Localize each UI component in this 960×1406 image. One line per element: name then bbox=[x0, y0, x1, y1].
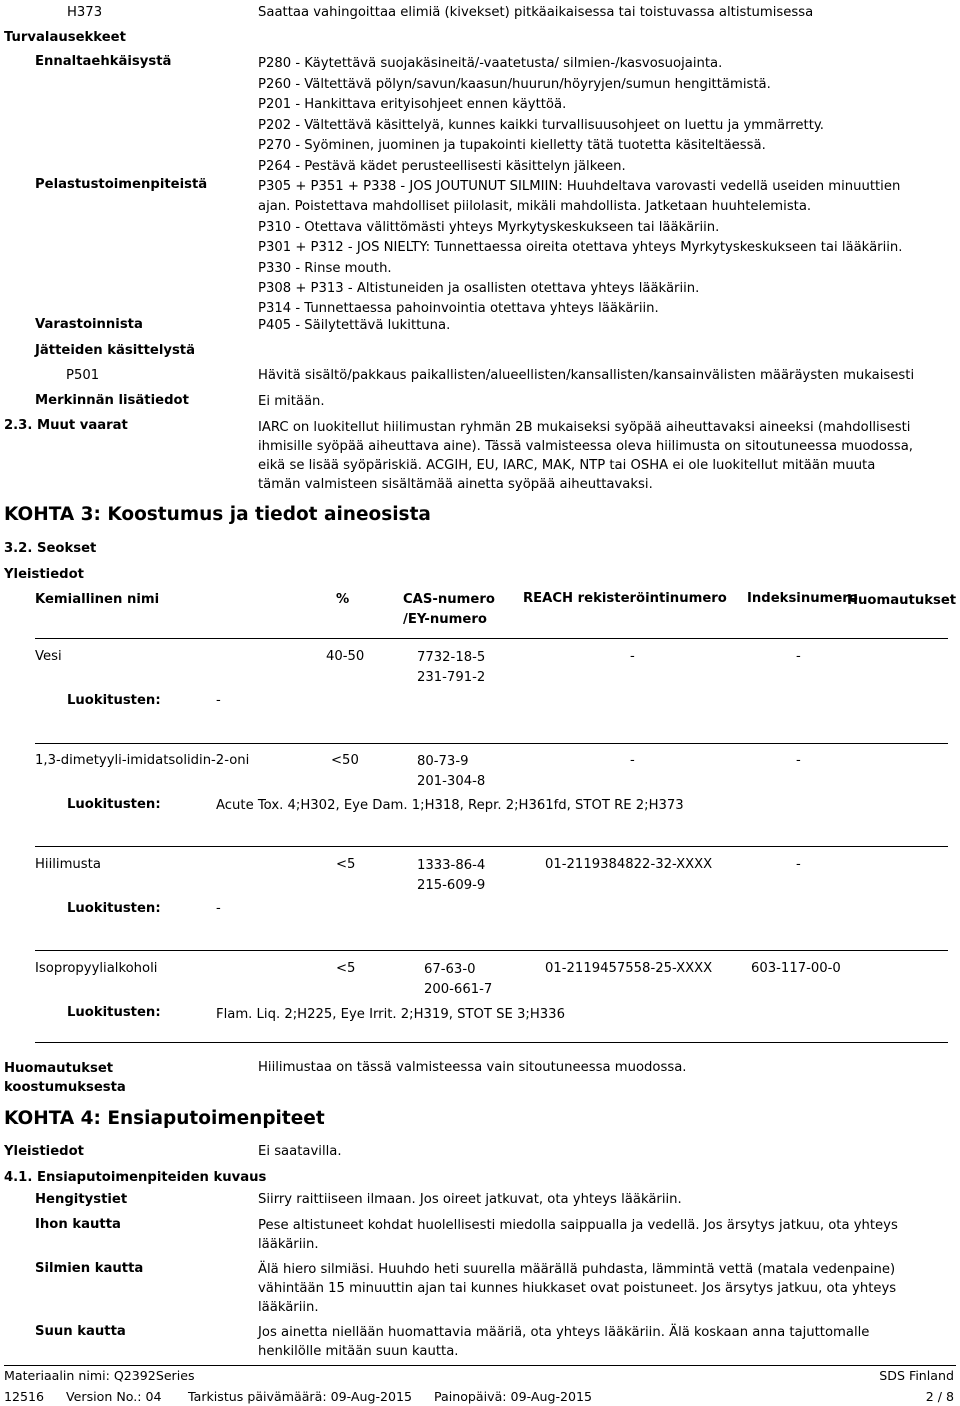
classification-label: Luokitusten: bbox=[67, 1005, 161, 1020]
h373-code: H373 bbox=[67, 5, 103, 20]
row-divider bbox=[35, 846, 948, 847]
paragraph-line: vähintään 15 minuuttin ajan tai kunnes hiukkaset ovat poistuneet. Jos ärsytys jatkuu, ota yhteys bbox=[258, 1281, 897, 1296]
section3-title: KOHTA 3: Koostumus ja tiedot aineosista bbox=[4, 504, 431, 525]
column-header-cas bbox=[403, 590, 495, 630]
statement-line: P280 - Käytettävä suojakäsineitä/-vaatetusta/ silmien-/kasvosuojainta. bbox=[258, 56, 723, 71]
column-header-name: Kemiallinen nimi bbox=[35, 592, 160, 607]
paragraph-line: lääkäriin. bbox=[258, 1237, 319, 1252]
component-name: Hiilimusta bbox=[35, 857, 101, 872]
response-statements bbox=[258, 177, 902, 320]
statement-line: P201 - Hankittava erityisohjeet ennen käyttöä. bbox=[258, 97, 567, 113]
ec-header-line: /EY-numero bbox=[403, 612, 487, 627]
row-divider bbox=[35, 950, 948, 951]
cas-number: 67-63-0 bbox=[424, 962, 476, 977]
turvalausekkeet-heading: Turvalausekkeet bbox=[4, 30, 126, 45]
footer-material-name: Materiaalin nimi: Q2392Series bbox=[4, 1368, 195, 1383]
paragraph-line: Älä hiero silmiäsi. Huuhdo heti suurella määrällä puhdasta, lämmintä vettä (matala vedenpaine) bbox=[258, 1262, 896, 1277]
section4-subsection: 4.1. Ensiaputoimenpiteiden kuvaus bbox=[4, 1170, 267, 1185]
response-label: Pelastustoimenpiteistä bbox=[35, 177, 208, 192]
paragraph-line: IARC on luokitellut hiilimustan ryhmän 2B mukaiseksi syöpää aiheuttavaksi aineeksi (mahdollisesti bbox=[258, 420, 911, 435]
cas-number: 1333-86-4 bbox=[417, 858, 486, 873]
composition-remarks-text: Hiilimustaa on tässä valmisteessa vain sitoutuneessa muodossa. bbox=[258, 1060, 687, 1075]
classification-label: Luokitusten: bbox=[67, 693, 161, 708]
component-cas-ec bbox=[417, 648, 485, 688]
storage-text: P405 - Säilytettävä lukittuna. bbox=[258, 318, 451, 333]
cas-header-line: CAS-numero bbox=[403, 592, 495, 607]
other-hazards-label: 2.3. Muut vaarat bbox=[4, 418, 128, 433]
header-divider bbox=[35, 638, 948, 639]
footer-sds-label: SDS Finland bbox=[879, 1368, 954, 1383]
component-name: Isopropyylialkoholi bbox=[35, 961, 158, 976]
component-cas-ec bbox=[424, 960, 492, 1000]
ec-number: 231-791-2 bbox=[417, 670, 486, 685]
statement-line: P310 - Otettava välittömästi yhteys Myrkytyskeskukseen tai lääkäriin. bbox=[258, 219, 720, 235]
row-divider bbox=[35, 1042, 948, 1043]
classification-label: Luokitusten: bbox=[67, 901, 161, 916]
paragraph-line: Pese altistuneet kohdat huolellisesti miedolla saippualla ja vedellä. Jos ärsytys jatkuu, ota yhteys bbox=[258, 1218, 898, 1233]
statement-line: P264 - Pestävä kädet perusteellisesti käsittelyn jälkeen. bbox=[258, 158, 626, 174]
component-reach: 01-2119384822-32-XXXX bbox=[545, 857, 713, 872]
component-cas-ec bbox=[417, 856, 485, 896]
eye-text bbox=[258, 1260, 896, 1317]
statement-line: P314 - Tunnettaessa pahoinvointia otettava yhteys lääkäriin. bbox=[258, 301, 659, 317]
statement-line: P270 - Syöminen, juominen ja tupakointi kielletty tätä tuotetta käsiteltäessä. bbox=[258, 138, 766, 154]
component-percent: <5 bbox=[336, 857, 356, 872]
classification-value: Flam. Liq. 2;H225, Eye Irrit. 2;H319, STOT SE 3;H336 bbox=[216, 1007, 565, 1022]
cas-number: 7732-18-5 bbox=[417, 650, 486, 665]
section3-subsection: 3.2. Seokset bbox=[4, 541, 97, 556]
classification-value: - bbox=[216, 901, 221, 916]
skin-label: Ihon kautta bbox=[35, 1217, 121, 1232]
column-header-index: Indeksinumero bbox=[747, 591, 858, 606]
other-hazards-text bbox=[258, 418, 913, 494]
cas-number: 80-73-9 bbox=[417, 754, 469, 769]
ec-number: 215-609-9 bbox=[417, 878, 486, 893]
paragraph-line: Jos ainetta niellään huomattavia määriä, ota yhteys lääkäriin. Älä koskaan anna tajuttomalle bbox=[258, 1325, 870, 1340]
component-index: - bbox=[796, 857, 801, 872]
eye-label: Silmien kautta bbox=[35, 1261, 144, 1276]
classification-value: - bbox=[216, 693, 221, 708]
footer-divider bbox=[4, 1365, 956, 1366]
label-notes-text: Ei mitään. bbox=[258, 394, 325, 409]
footer-page-number: 2 / 8 bbox=[925, 1389, 954, 1404]
paragraph-line: eikä se lisää syöpäriskiä. ACGIH, EU, IARC, MAK, NTP tai OSHA ei ole luokitellut mitään muuta bbox=[258, 458, 876, 473]
column-header-percent: % bbox=[336, 592, 350, 607]
paragraph-line: ihmisille syöpää aiheuttava aine). Tässä valmisteessa oleva hiilimusta on sitoutuneessa muodossa, bbox=[258, 439, 914, 454]
component-cas-ec bbox=[417, 752, 485, 792]
ec-number: 200-661-7 bbox=[424, 982, 493, 997]
component-index: - bbox=[796, 649, 801, 664]
footer-print-date: Painopäivä: 09-Aug-2015 bbox=[434, 1389, 593, 1404]
ingestion-text bbox=[258, 1323, 869, 1361]
footer-doc-number: 12516 bbox=[4, 1389, 45, 1404]
inhalation-label: Hengitystiet bbox=[35, 1192, 128, 1207]
component-percent: <5 bbox=[336, 961, 356, 976]
statement-line: P305 + P351 + P338 - JOS JOUTUNUT SILMIIN: Huuhdeltava varovasti vedellä useiden minuuttien bbox=[258, 179, 901, 194]
p501-text: Hävitä sisältö/pakkaus paikallisten/alueellisten/kansallisten/kansainvälisten määräysten mukaisesti bbox=[258, 368, 915, 383]
component-reach: - bbox=[630, 753, 635, 768]
component-name: 1,3-dimetyyli-imidatsolidin-2-oni bbox=[35, 753, 250, 768]
prevention-label: Ennaltaehkäisystä bbox=[35, 54, 172, 69]
component-reach: 01-2119457558-25-XXXX bbox=[545, 961, 713, 976]
footer-revision-date: Tarkistus päivämäärä: 09-Aug-2015 bbox=[188, 1389, 413, 1404]
section4-general-label: Yleistiedot bbox=[4, 1144, 84, 1159]
column-header-notes: Huomautukset bbox=[847, 593, 957, 608]
statement-line: P308 + P313 - Altistuneiden ja osallisten otettava yhteys lääkäriin. bbox=[258, 281, 700, 297]
component-index: 603-117-00-0 bbox=[751, 961, 841, 976]
classification-value: Acute Tox. 4;H302, Eye Dam. 1;H318, Repr. 2;H361fd, STOT RE 2;H373 bbox=[216, 798, 684, 813]
prevention-statements bbox=[258, 54, 824, 178]
storage-label: Varastoinnista bbox=[35, 317, 143, 332]
paragraph-line: lääkäriin. bbox=[258, 1300, 319, 1315]
footer-version: Version No.: 04 bbox=[66, 1389, 162, 1404]
disposal-label: Jätteiden käsittelystä bbox=[35, 343, 196, 358]
paragraph-line: henkilölle mitään suun kautta. bbox=[258, 1344, 459, 1359]
remarks-label-line: Huomautukset bbox=[4, 1061, 114, 1076]
inhalation-text: Siirry raittiiseen ilmaan. Jos oireet jatkuvat, ota yhteys lääkäriin. bbox=[258, 1192, 682, 1207]
p501-code: P501 bbox=[66, 368, 100, 383]
label-notes-label: Merkinnän lisätiedot bbox=[35, 393, 189, 408]
statement-line: P330 - Rinse mouth. bbox=[258, 260, 392, 276]
component-index: - bbox=[796, 753, 801, 768]
ingestion-label: Suun kautta bbox=[35, 1324, 126, 1339]
section4-title: KOHTA 4: Ensiaputoimenpiteet bbox=[4, 1108, 325, 1129]
classification-label: Luokitusten: bbox=[67, 797, 161, 812]
component-percent: 40-50 bbox=[326, 649, 365, 664]
section4-general-text: Ei saatavilla. bbox=[258, 1144, 342, 1159]
statement-line: ajan. Poistettava mahdolliset piilolasit, mikäli mahdollista. Jatketaan huuhtelemista. bbox=[258, 199, 812, 215]
statement-line: P301 + P312 - JOS NIELTY: Tunnettaessa oireita otettava yhteys Myrkytyskeskukseen tai lääkäriin. bbox=[258, 240, 903, 256]
component-name: Vesi bbox=[35, 649, 62, 664]
skin-text bbox=[258, 1216, 898, 1254]
row-divider bbox=[35, 743, 948, 744]
ec-number: 201-304-8 bbox=[417, 774, 486, 789]
component-percent: <50 bbox=[331, 753, 359, 768]
composition-remarks-label bbox=[4, 1059, 126, 1097]
statement-line: P202 - Vältettävä käsittelyä, kunnes kaikki turvallisuusohjeet on luettu ja ymmärretty. bbox=[258, 117, 824, 133]
remarks-label-line: koostumuksesta bbox=[4, 1080, 126, 1095]
h373-text: Saattaa vahingoittaa elimiä (kivekset) pitkäaikaisessa tai toistuvassa altistumisessa bbox=[258, 5, 814, 20]
paragraph-line: tämän valmisteen sisältämää ainetta syöpää aiheuttavaksi. bbox=[258, 477, 653, 492]
section3-general-label: Yleistiedot bbox=[4, 567, 84, 582]
component-reach: - bbox=[630, 649, 635, 664]
statement-line: P260 - Vältettävä pölyn/savun/kaasun/huurun/höyryjen/sumun hengittämistä. bbox=[258, 76, 771, 92]
column-header-reach: REACH rekisteröintinumero bbox=[523, 591, 727, 606]
